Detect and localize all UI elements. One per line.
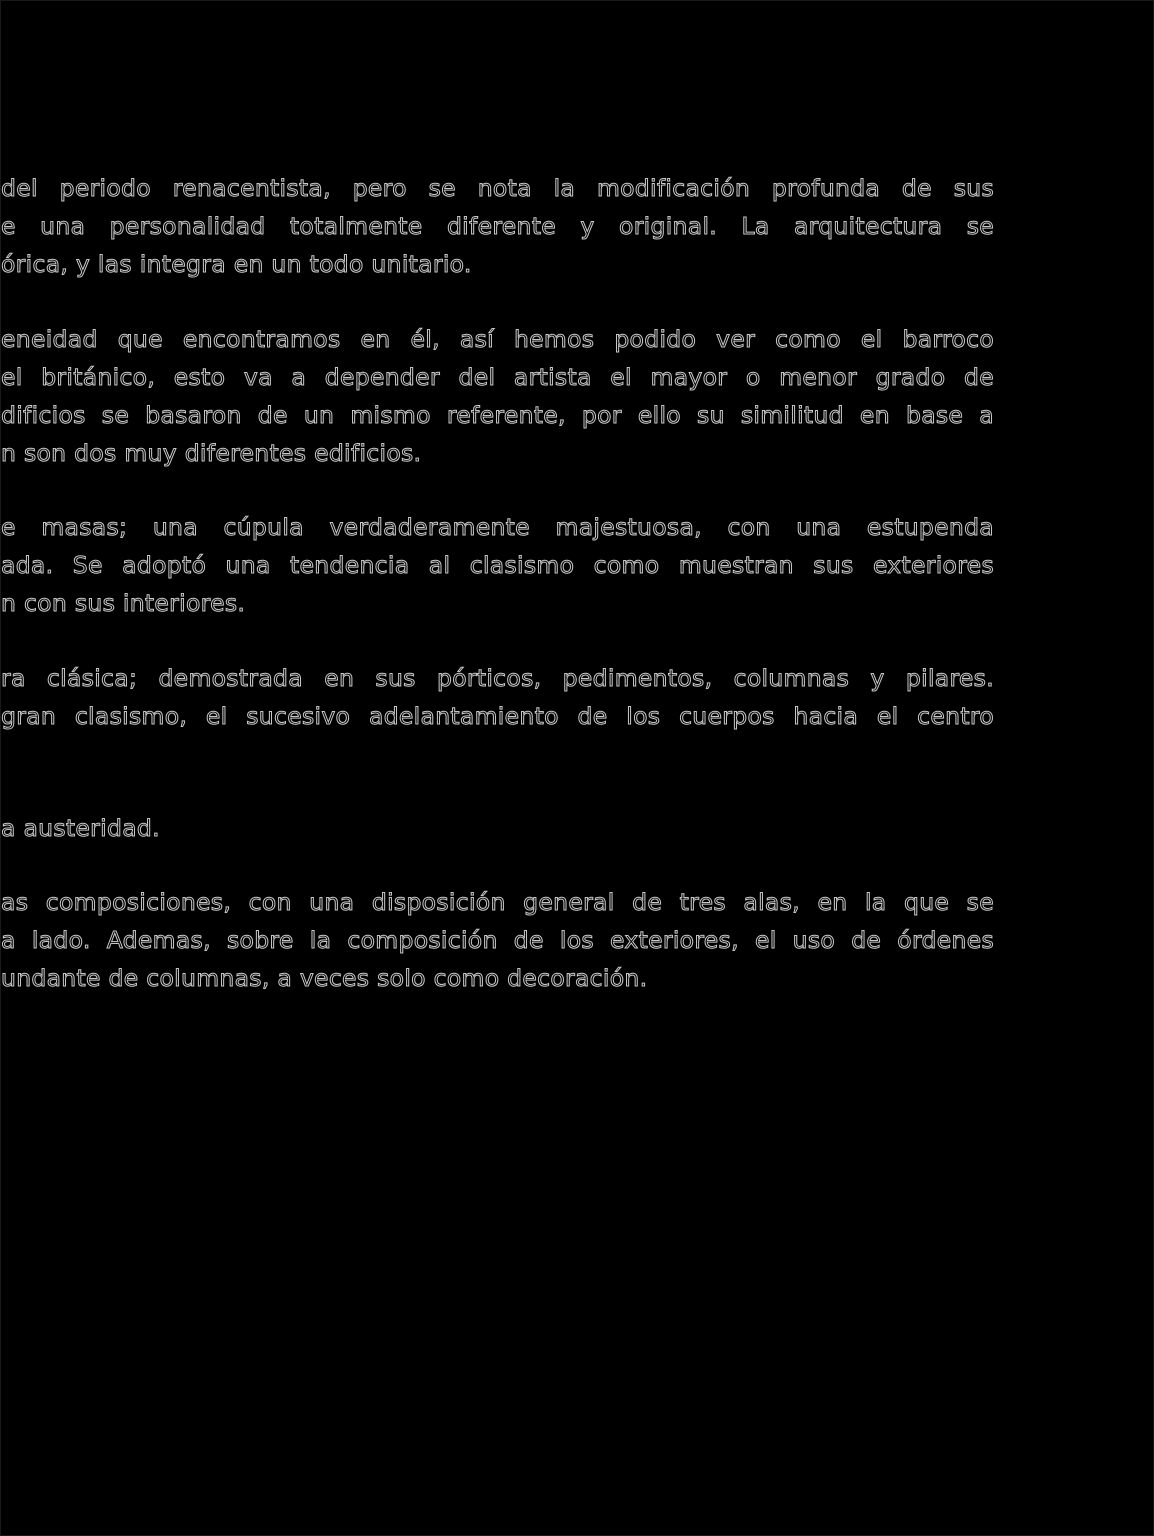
- paragraph-2: [1, 320, 994, 472]
- paragraph-line: as composiciones, con una disposición general de tres alas, en la que se: [1, 888, 994, 916]
- paragraph-line: dificios se basaron de un mismo referente, por ello su similitud en base a: [1, 401, 994, 429]
- paragraph-6: [1, 883, 994, 997]
- paragraph-line: a lado. Ademas, sobre la composición de los exteriores, el uso de órdenes: [1, 926, 994, 954]
- paragraph-line: gran clasismo, el sucesivo adelantamiento de los cuerpos hacia el centro: [1, 702, 994, 730]
- paragraph-line: ra clásica; demostrada en sus pórticos, pedimentos, columnas y pilares.: [1, 664, 994, 692]
- paragraph-3: [1, 508, 994, 622]
- paragraph-line: ada. Se adoptó una tendencia al clasismo como muestran sus exteriores: [1, 551, 994, 579]
- paragraph-1: [1, 169, 994, 283]
- paragraph-line: e una personalidad totalmente diferente y original. La arquitectura se: [1, 212, 994, 240]
- paragraph-5: [1, 809, 994, 847]
- paragraph-line: eneidad que encontramos en él, así hemos podido ver como el barroco: [1, 325, 994, 353]
- paragraph-line: del periodo renacentista, pero se nota la modificación profunda de sus: [1, 174, 994, 202]
- paragraph-line: órica, y las integra en un todo unitario.: [1, 250, 472, 278]
- paragraph-line: a austeridad.: [1, 814, 160, 842]
- paragraph-line: n son dos muy diferentes edificios.: [1, 439, 422, 467]
- paragraph-line: n con sus interiores.: [1, 589, 246, 617]
- paragraph-line: e masas; una cúpula verdaderamente majestuosa, con una estupenda: [1, 513, 994, 541]
- paragraph-line: undante de columnas, a veces solo como decoración.: [1, 964, 648, 992]
- paragraph-line: el británico, esto va a depender del artista el mayor o menor grado de: [1, 363, 994, 391]
- paragraph-4: [1, 659, 994, 735]
